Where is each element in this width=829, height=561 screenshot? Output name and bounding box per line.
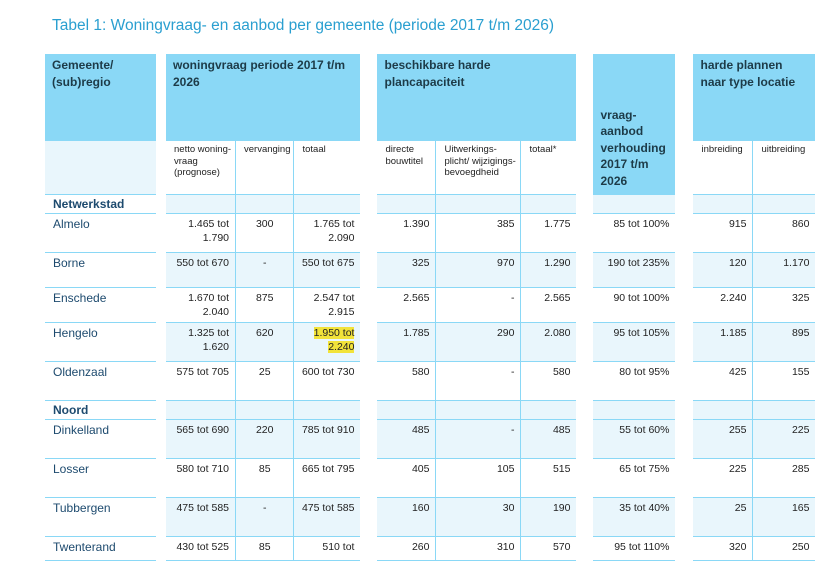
cell-directe: 405: [377, 459, 436, 498]
cell-netto: 575 tot 705: [166, 362, 236, 401]
cell-totaal: [294, 253, 360, 288]
subheader-row: [45, 141, 815, 195]
cell-inbreiding: 225: [693, 459, 753, 498]
cell-totaal: [294, 420, 360, 459]
cell-directe: 580: [377, 362, 436, 401]
cell-uitbreiding: 860: [753, 214, 815, 253]
cell-netto: 475 tot 585: [166, 498, 236, 537]
cell-totaal: [294, 323, 360, 362]
cell-verhouding: 55 tot 60%: [593, 420, 675, 459]
gemeente-name: Borne: [45, 253, 156, 288]
cell-directe: 260: [377, 537, 436, 561]
cell-uitbreiding: 325: [753, 288, 815, 323]
table-title: Tabel 1: Woningvraag- en aanbod per gemeente (periode 2017 t/m 2026): [52, 17, 555, 34]
cell-vervanging: -: [236, 498, 294, 537]
table-row: [45, 253, 815, 288]
cell-vervanging: 85: [236, 459, 294, 498]
cell-netto: 550 tot 670: [166, 253, 236, 288]
totaal-value: 510 tot: [322, 541, 355, 553]
cell-vervanging: -: [236, 253, 294, 288]
cell-uitbreiding: 155: [753, 362, 815, 401]
header-plancapaciteit: beschikbare harde plancapaciteit: [377, 54, 576, 141]
cell-totaal: [294, 537, 360, 561]
cell-uitbreiding: 1.170: [753, 253, 815, 288]
cell-uitwerking: -: [436, 288, 521, 323]
cell-uitwerking: 290: [436, 323, 521, 362]
cell-vervanging: 25: [236, 362, 294, 401]
header-gemeente: Gemeente/ (sub)regio: [45, 54, 156, 141]
cell-inbreiding: 25: [693, 498, 753, 537]
cell-vervanging: 875: [236, 288, 294, 323]
group-label: Netwerkstad: [45, 195, 156, 214]
gemeente-name: Hengelo: [45, 323, 156, 362]
table-row: [45, 214, 815, 253]
cell-uitwerking: 970: [436, 253, 521, 288]
cell-uitwerking: 30: [436, 498, 521, 537]
subheader-inbreiding: inbreiding: [693, 141, 753, 195]
group-row-noord: [45, 401, 815, 420]
cell-netto: 1.465 tot 1.790: [166, 214, 236, 253]
cell-uitbreiding: 165: [753, 498, 815, 537]
subheader-netto: netto woning-vraag (prognose): [166, 141, 236, 195]
cell-totaal: [294, 214, 360, 253]
cell-uitwerking: -: [436, 420, 521, 459]
cell-totaal-star: 2.565: [521, 288, 576, 323]
header-verhouding: vraag-aanbod verhouding 2017 t/m 2026: [593, 54, 675, 195]
cell-totaal-star: 1.290: [521, 253, 576, 288]
totaal-value: 2.547 tot 2.915: [313, 292, 355, 318]
cell-netto: 1.670 tot 2.040: [166, 288, 236, 323]
gemeente-name: Tubbergen: [45, 498, 156, 537]
header-row: [45, 54, 815, 141]
cell-verhouding: 35 tot 40%: [593, 498, 675, 537]
cell-totaal-star: 1.775: [521, 214, 576, 253]
cell-inbreiding: 915: [693, 214, 753, 253]
totaal-value: 785 tot 910: [301, 424, 355, 436]
group-row-netwerkstad: [45, 195, 815, 214]
cell-directe: 2.565: [377, 288, 436, 323]
cell-verhouding: 80 tot 95%: [593, 362, 675, 401]
table-row: [45, 498, 815, 537]
cell-verhouding: 65 tot 75%: [593, 459, 675, 498]
table-row: [45, 420, 815, 459]
cell-uitwerking: 105: [436, 459, 521, 498]
cell-directe: 1.390: [377, 214, 436, 253]
totaal-value: 1.950 tot 2.240: [313, 327, 355, 353]
totaal-value: 475 tot 585: [301, 502, 355, 514]
subheader-directe: directe bouwtitel: [377, 141, 436, 195]
subheader-totaal-star: totaal*: [521, 141, 576, 195]
cell-totaal: [294, 288, 360, 323]
cell-verhouding: 190 tot 235%: [593, 253, 675, 288]
cell-totaal-star: 515: [521, 459, 576, 498]
cell-verhouding: 95 tot 110%: [593, 537, 675, 561]
cell-netto: 1.325 tot 1.620: [166, 323, 236, 362]
cell-netto: 430 tot 525: [166, 537, 236, 561]
cell-inbreiding: 120: [693, 253, 753, 288]
cell-inbreiding: 320: [693, 537, 753, 561]
cell-inbreiding: 425: [693, 362, 753, 401]
subheader-uitbreiding: uitbreiding: [753, 141, 815, 195]
group-label: Noord: [45, 401, 156, 420]
totaal-value: 1.765 tot 2.090: [313, 218, 355, 244]
totaal-value: 550 tot 675: [301, 257, 355, 269]
cell-uitbreiding: 225: [753, 420, 815, 459]
cell-netto: 565 tot 690: [166, 420, 236, 459]
table-row: [45, 537, 815, 561]
gemeente-name: Enschede: [45, 288, 156, 323]
cell-vervanging: 85: [236, 537, 294, 561]
cell-netto: 580 tot 710: [166, 459, 236, 498]
cell-verhouding: 95 tot 105%: [593, 323, 675, 362]
cell-uitbreiding: 250: [753, 537, 815, 561]
table-row: [45, 288, 815, 323]
cell-uitwerking: 310: [436, 537, 521, 561]
totaal-value: 665 tot 795: [301, 463, 355, 475]
cell-inbreiding: 255: [693, 420, 753, 459]
table-row: [45, 362, 815, 401]
cell-vervanging: 620: [236, 323, 294, 362]
cell-directe: 160: [377, 498, 436, 537]
header-type-locatie: harde plannen naar type locatie: [693, 54, 815, 141]
cell-totaal-star: 570: [521, 537, 576, 561]
cell-totaal-star: 2.080: [521, 323, 576, 362]
cell-uitwerking: -: [436, 362, 521, 401]
subheader-vervanging: vervanging: [236, 141, 294, 195]
cell-totaal-star: 485: [521, 420, 576, 459]
cell-vervanging: 220: [236, 420, 294, 459]
cell-inbreiding: 1.185: [693, 323, 753, 362]
cell-verhouding: 90 tot 100%: [593, 288, 675, 323]
cell-uitbreiding: 285: [753, 459, 815, 498]
subheader-totaal: totaal: [294, 141, 360, 195]
gemeente-name: Twenterand: [45, 537, 156, 561]
gemeente-name: Almelo: [45, 214, 156, 253]
cell-uitwerking: 385: [436, 214, 521, 253]
cell-uitbreiding: 895: [753, 323, 815, 362]
cell-vervanging: 300: [236, 214, 294, 253]
cell-totaal-star: 190: [521, 498, 576, 537]
totaal-value: 600 tot 730: [301, 366, 355, 378]
cell-totaal-star: 580: [521, 362, 576, 401]
cell-totaal: [294, 362, 360, 401]
housing-table: [45, 54, 815, 561]
cell-directe: 325: [377, 253, 436, 288]
gemeente-name: Dinkelland: [45, 420, 156, 459]
cell-totaal: [294, 459, 360, 498]
cell-directe: 485: [377, 420, 436, 459]
gemeente-name: Losser: [45, 459, 156, 498]
subheader-uitwerking: Uitwerkings-plicht/ wijzigings-bevoegdheid: [436, 141, 521, 195]
table-row: [45, 459, 815, 498]
header-woningvraag: woningvraag periode 2017 t/m 2026: [166, 54, 360, 141]
table-row: [45, 323, 815, 362]
cell-directe: 1.785: [377, 323, 436, 362]
gemeente-name: Oldenzaal: [45, 362, 156, 401]
cell-verhouding: 85 tot 100%: [593, 214, 675, 253]
cell-inbreiding: 2.240: [693, 288, 753, 323]
cell-totaal: [294, 498, 360, 537]
